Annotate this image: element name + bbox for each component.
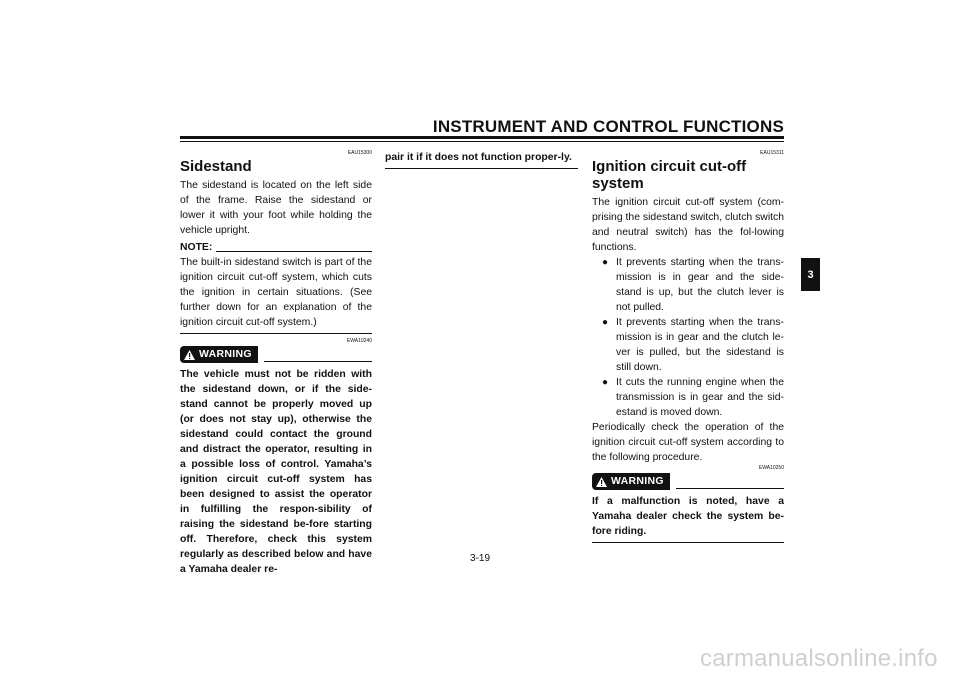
- chapter-tab: 3: [801, 258, 820, 291]
- warning-label: WARNING: [611, 475, 664, 487]
- note-text: The built-in sidestand switch is part of the ignition circuit cut-off system, which cuts the ignition in certain situations. (See further down for an explanation of the ignition circuit cut-off system.): [180, 257, 372, 328]
- warning-header: [592, 473, 784, 490]
- bullet-icon: ●: [602, 317, 609, 328]
- section-code: EAU15311: [760, 150, 784, 156]
- warning-label: WARNING: [199, 348, 252, 360]
- section-heading-ignition-cut-off: Ignition circuit cut-off system: [592, 158, 747, 192]
- warning-end-rule: [385, 168, 578, 169]
- section-code: EAU15300: [347, 150, 372, 156]
- bullet-icon: ●: [602, 257, 609, 268]
- warning-end-rule: [592, 542, 784, 543]
- column-2: [385, 150, 578, 173]
- bullet-icon: ●: [602, 377, 609, 388]
- note-end-rule: [180, 333, 372, 334]
- warning-rule: [676, 488, 784, 489]
- list-item: ● It prevents starting when the trans-mission is in gear and the side-stand is up, but the clutch lever is not pulled.: [602, 257, 784, 313]
- header-rule: [180, 136, 784, 139]
- column-3: [592, 150, 784, 547]
- warning-header: [180, 346, 372, 363]
- procedure-paragraph: Periodically check the operation of the ignition circuit cut-off system according to the following procedure.: [592, 422, 784, 463]
- watermark: carmanualsonline.info: [700, 645, 938, 672]
- list-item: ● It prevents starting when the trans-mission is in gear and the clutch le-ver is pulled, but the sidestand is still down.: [602, 317, 784, 373]
- ignition-paragraph: The ignition circuit cut-off system (com-prising the sidestand switch, clutch switch and neutral switch) has the fol-lowing functions.: [592, 197, 784, 253]
- function-list: [592, 255, 784, 420]
- warning-text-continued: pair it if it does not function proper-ly.: [385, 152, 572, 163]
- warning-code: EWA10240: [346, 338, 372, 344]
- note-header: [180, 240, 372, 255]
- warning-text: The vehicle must not be ridden with the sidestand down, or if the side-stand cannot be properly moved up (or does not stay up), otherwise the sidestand could contact the ground and distract the operator, resulting in a possible loss of control. Yamaha’s ignition circuit cut-off system has been designed to assist the operator in fulfilling the respon-sibility of raising the sidestand be-fore starting off. Therefore, check this system regularly as described below and have a Yamaha dealer re-: [180, 369, 372, 575]
- page-header-title: INSTRUMENT AND CONTROL FUNCTIONS: [432, 117, 784, 136]
- header-rule-thin: [180, 141, 784, 142]
- warning-badge: [180, 346, 258, 363]
- warning-triangle-icon: [184, 350, 195, 360]
- warning-badge: [592, 473, 670, 490]
- list-item: ● It cuts the running engine when the transmission is in gear and the sid-estand is moved down.: [602, 377, 784, 418]
- sidestand-paragraph: The sidestand is located on the left side of the frame. Raise the sidestand or lower it with your foot while holding the vehicle upright.: [180, 180, 372, 236]
- warning-triangle-icon: [596, 477, 607, 487]
- warning-rule: [264, 361, 372, 362]
- page-number: 3-19: [470, 553, 491, 564]
- section-heading-sidestand: Sidestand: [180, 158, 252, 175]
- warning-text: If a malfunction is noted, have a Yamaha dealer check the system be-fore riding.: [592, 496, 784, 537]
- note-rule: [216, 251, 372, 252]
- warning-code: EWA10250: [758, 465, 784, 471]
- column-1: [180, 150, 372, 577]
- note-label: NOTE:: [180, 242, 213, 253]
